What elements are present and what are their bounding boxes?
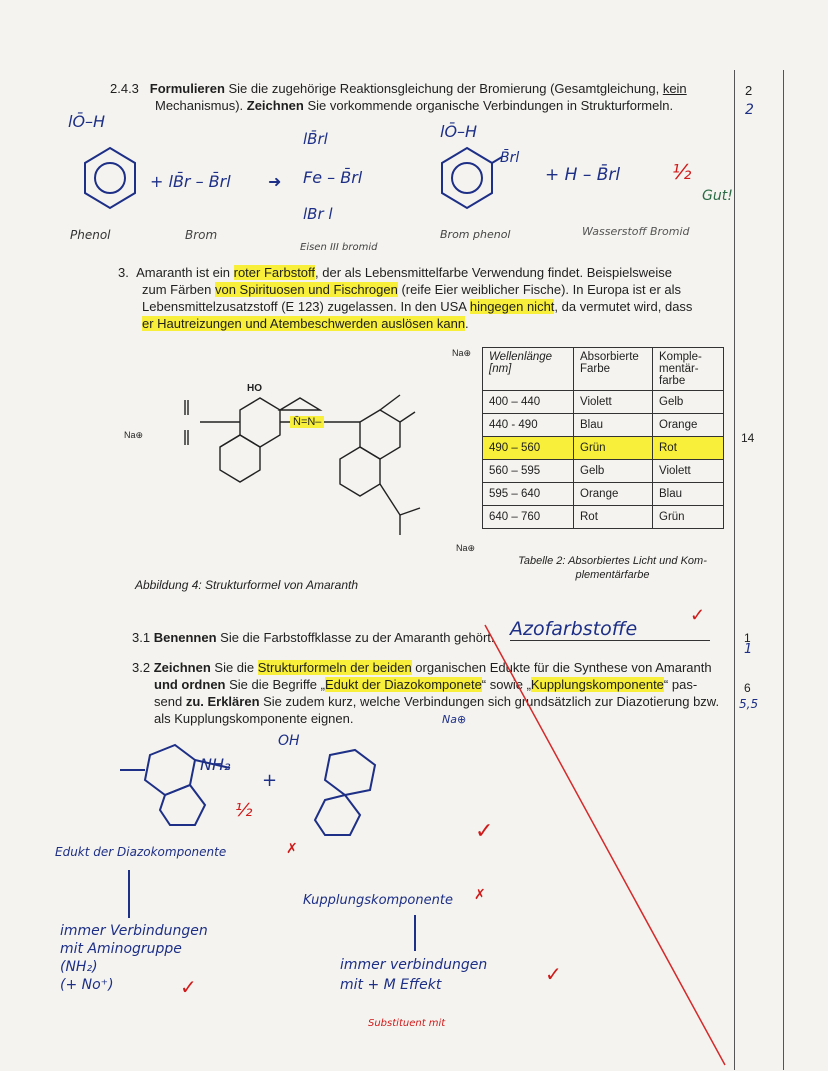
score-mark-32: ½ — [235, 800, 253, 821]
cross-kupplung: ✗ — [474, 886, 486, 902]
task-32-text: 3.2 Zeichnen Sie die Strukturformeln der beiden organischen Edukte für die Synthese von Amaranth und ordnen Sie die Begriffe „Edukt der Diazokomponete“ sowie „Kupplungskomponente“ pas- send zu. Erklären Sie zudem kurz, welche Verbindungen sich grundsätzlich zur Diazotierung bzw. als Kupplungskomponente eignen. — [132, 660, 720, 726]
label-diazo-component: Edukt der Diazokomponente — [55, 845, 227, 859]
points-max-3: 14 — [741, 431, 755, 445]
coupling-naphthalene — [300, 745, 440, 845]
table-header-wavelength: Wellenlänge [nm] — [483, 348, 574, 391]
task-31-text: 3.1 Benennen Sie die Farbstoffklasse zu der Amaranth gehört. — [132, 630, 495, 645]
gut-comment: Gut! — [702, 188, 733, 204]
points-max-243: 2 — [745, 83, 753, 98]
label-coupling-component: Kupplungskomponente — [303, 893, 453, 908]
task-3-text: 3. Amaranth ist ein roter Farbstoff, der als Lebensmittelfarbe Verwendung findet. Beispielsweise zum Färben von Spirituosen und Fischrogen (reife Eier weiblicher Fische). In Europa ist er als Lebensmittelzusatzstoff (E 123) zugelassen. In den USA hingegen nicht, da vermutet wird, dass er Hautreizungen und Atembeschwerden auslösen kann. — [118, 265, 693, 331]
figure-4-caption: Abbildung 4: Strukturformel von Amaranth — [135, 578, 359, 592]
points-given-32: 5,5 — [739, 697, 759, 711]
catalyst-bottom: lBr l — [303, 205, 333, 223]
reaction-arrow: ➜ — [268, 174, 282, 191]
bromine: + lB̄r – B̄rl — [150, 172, 231, 191]
label-phenol: Phenol — [70, 228, 111, 242]
label-bromophenol: Brom phenol — [440, 228, 511, 241]
table-row: 595 – 640 Orange Blau — [483, 483, 724, 506]
arrow-down-left — [128, 870, 130, 918]
table-2-caption: Tabelle 2: Absorbiertes Licht und Kom- plementärfarbe — [518, 555, 707, 581]
points-max-31: 1 — [744, 631, 751, 645]
azo-group: N̄=N– — [290, 416, 324, 428]
na-label-3: Na⊕ — [456, 543, 476, 553]
oh-group: OH — [278, 733, 300, 749]
plus-sign: + — [262, 770, 278, 791]
explanation-coupling: immer verbindungen mit + M Effekt — [340, 957, 488, 993]
explanation-diazo: immer Verbindungen mit Aminogruppe (NH₂) (+ No⁺) — [60, 923, 208, 993]
points-given-31: 1 — [744, 642, 753, 657]
margin-line — [734, 70, 735, 1070]
check-diazo-explanation: ✓ — [180, 977, 197, 999]
task-243-text: 2.4.3 Formulieren Sie die zugehörige Reaktionsgleichung der Bromierung (Gesamtgleichung, kein Mechanismus). Zeichnen Sie vorkommende organische Verbindungen in Strukturformeln. — [110, 81, 687, 113]
bromophenol-ring — [432, 145, 502, 215]
phenol-oh: lŌ–H — [68, 112, 106, 131]
score-mark-243: ½ — [672, 160, 692, 184]
label-brom: Brom — [185, 228, 218, 242]
label-hbr: Wasserstoff Bromid — [582, 225, 690, 238]
ho-label: HO — [247, 383, 262, 394]
na-label-1: Na⊕ — [124, 430, 144, 440]
table-row-highlighted: 490 – 560 Grün Rot — [483, 437, 724, 460]
table-row: 440 - 490 Blau Orange — [483, 414, 724, 437]
nh2-group: NH₂ — [200, 755, 231, 774]
catalyst-top: lB̄rl — [303, 130, 328, 148]
table-row: 640 – 760 Rot Grün — [483, 506, 724, 529]
cross-diazo: ✗ — [286, 840, 298, 856]
table-row: 560 – 595 Gelb Violett — [483, 460, 724, 483]
na-answer: Na⊕ — [442, 713, 467, 726]
points-max-32: 6 — [744, 681, 751, 695]
na-label-2: Na⊕ — [452, 348, 472, 358]
check-31: ✓ — [690, 605, 706, 625]
table-row: 400 – 440 Violett Gelb — [483, 391, 724, 414]
amaranth-structure — [120, 340, 490, 575]
check-coupling-explanation: ✓ — [545, 964, 562, 986]
phenol-ring — [80, 145, 140, 215]
arrow-down-right — [414, 915, 416, 951]
product-br: B̄rl — [500, 150, 520, 166]
product-oh: lŌ–H — [440, 122, 478, 141]
absorption-table — [482, 347, 724, 529]
label-catalyst: Eisen III bromid — [300, 242, 378, 253]
catalyst: Fe – B̄rl — [303, 168, 363, 187]
margin-line-right — [783, 70, 784, 1070]
answer-31: Azofarbstoffe — [510, 618, 710, 641]
points-given-243: 2 — [745, 102, 754, 118]
table-header-complementary: Komple- mentär- farbe — [653, 348, 724, 391]
check-kupplung: ✓ — [475, 818, 494, 843]
table-header-absorbed: Absorbierte Farbe — [574, 348, 653, 391]
correction-line — [480, 620, 730, 1070]
hbr: + H – B̄rl — [545, 165, 621, 185]
red-note: Substituent mit — [368, 1018, 446, 1029]
